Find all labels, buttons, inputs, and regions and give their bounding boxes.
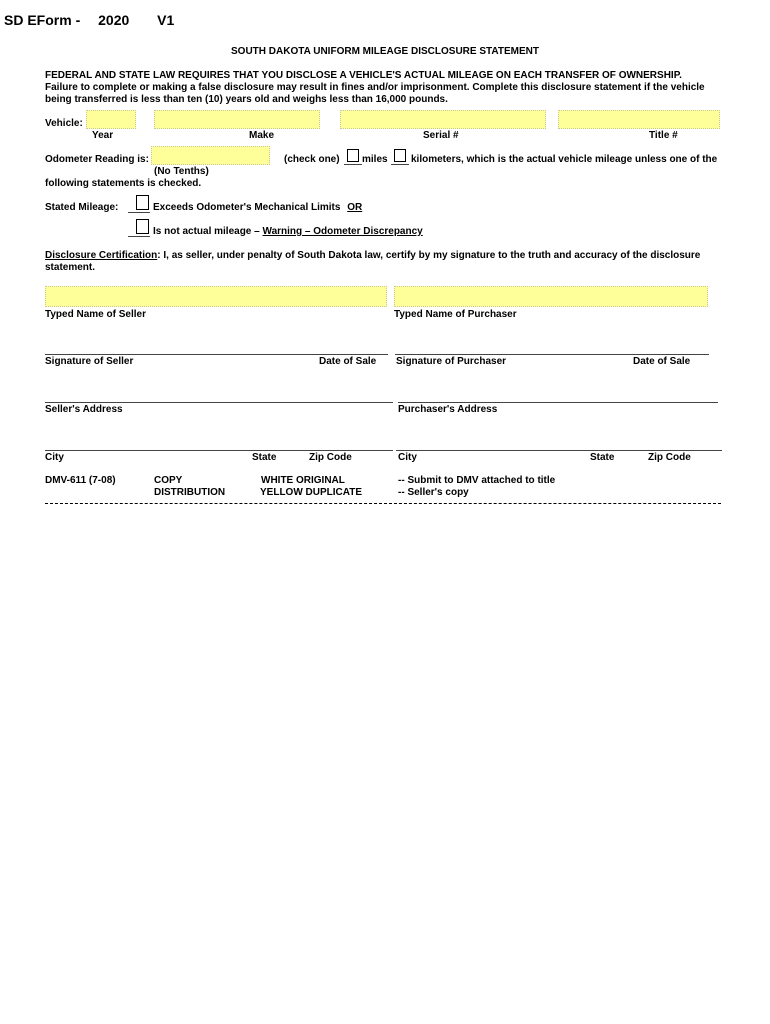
seller-state-label: State xyxy=(252,452,277,463)
miles-checkbox[interactable] xyxy=(347,149,359,162)
purchaser-state-label: State xyxy=(590,452,615,463)
following-statements: following statements is checked. xyxy=(45,178,202,189)
vehicle-label: Vehicle: xyxy=(45,118,83,129)
seller-name-field[interactable] xyxy=(45,286,387,307)
seller-date-label: Date of Sale xyxy=(319,356,377,367)
certification-line-1 xyxy=(45,250,700,262)
exceeds-limits-checkbox[interactable] xyxy=(136,195,149,210)
seller-address-label: Seller's Address xyxy=(45,404,123,415)
vehicle-make-input[interactable] xyxy=(155,111,323,128)
odometer-reading-input[interactable] xyxy=(152,147,273,164)
exceeds-underline xyxy=(128,212,150,213)
intro-line-1: FEDERAL AND STATE LAW REQUIRES THAT YOU DISCLOSE A VEHICLE'S ACTUAL MILEAGE ON EACH TRANSFER OF OWNERSHIP. xyxy=(45,70,682,81)
odometer-label: Odometer Reading is: xyxy=(45,154,149,165)
not-actual-underline xyxy=(128,236,150,237)
form-id: SD EForm - xyxy=(4,12,81,28)
submit-to-dmv-label: -- Submit to DMV attached to title xyxy=(398,475,556,486)
vehicle-year-field[interactable] xyxy=(86,110,136,129)
sellers-copy-label: -- Seller's copy xyxy=(398,487,469,498)
purchaser-address-line[interactable] xyxy=(398,402,718,403)
miles-underline xyxy=(344,164,362,165)
form-year: 2020 xyxy=(98,12,130,28)
seller-signature-label: Signature of Seller xyxy=(45,356,134,367)
seller-typed-name-label: Typed Name of Seller xyxy=(45,309,146,320)
seller-city-label: City xyxy=(45,452,64,463)
form-header xyxy=(4,12,174,28)
exceeds-limits-label: Exceeds Odometer's Mechanical Limits xyxy=(153,202,341,213)
stated-mileage-label: Stated Mileage: xyxy=(45,202,119,213)
vehicle-serial-input[interactable] xyxy=(341,111,549,128)
vehicle-title-input[interactable] xyxy=(559,111,723,128)
purchaser-signature-line[interactable] xyxy=(395,354,709,355)
purchaser-zip-label: Zip Code xyxy=(648,452,691,463)
miles-label: miles xyxy=(362,154,388,165)
no-tenths-label: (No Tenths) xyxy=(154,166,209,177)
odometer-warning: Warning – Odometer Discrepancy xyxy=(262,226,423,237)
purchaser-date-label: Date of Sale xyxy=(633,356,691,367)
exceeds-limits-text xyxy=(153,202,362,214)
vehicle-year-input[interactable] xyxy=(87,111,139,128)
not-actual-text xyxy=(153,226,423,238)
form-title: SOUTH DAKOTA UNIFORM MILEAGE DISCLOSURE STATEMENT xyxy=(231,46,539,57)
intro-line-3: being transferred is less than ten (10) years old and weighs less than 16,000 pounds. xyxy=(45,94,448,105)
certification-text: : I, as seller, under penalty of South Dakota law, certify by my signature to the truth and accuracy of the disclosure xyxy=(157,250,701,261)
kilometers-label: kilometers, which is the actual vehicle mileage unless one of the xyxy=(411,154,718,165)
yellow-duplicate-label: YELLOW DUPLICATE xyxy=(260,487,363,498)
certification-line-2: statement. xyxy=(45,262,96,273)
form-version: V1 xyxy=(157,12,175,28)
certification-heading: Disclosure Certification xyxy=(45,250,158,261)
purchaser-signature-label: Signature of Purchaser xyxy=(396,356,507,367)
seller-address-line[interactable] xyxy=(45,402,393,403)
kilometers-underline xyxy=(391,164,409,165)
purchaser-city-line[interactable] xyxy=(396,450,722,451)
purchaser-name-input[interactable] xyxy=(395,287,711,306)
seller-city-line[interactable] xyxy=(45,450,393,451)
title-number-label: Title # xyxy=(649,130,678,141)
distribution-label: DISTRIBUTION xyxy=(154,487,226,498)
vehicle-make-field[interactable] xyxy=(154,110,320,129)
not-actual-checkbox[interactable] xyxy=(136,219,149,234)
seller-name-input[interactable] xyxy=(46,287,390,306)
kilometers-checkbox[interactable] xyxy=(394,149,406,162)
purchaser-address-label: Purchaser's Address xyxy=(398,404,498,415)
vehicle-serial-field[interactable] xyxy=(340,110,546,129)
vehicle-title-field[interactable] xyxy=(558,110,720,129)
cut-line-divider xyxy=(45,503,721,504)
purchaser-typed-name-label: Typed Name of Purchaser xyxy=(394,309,517,320)
not-actual-label: Is not actual mileage – xyxy=(153,226,260,237)
copy-label: COPY xyxy=(154,475,183,486)
seller-signature-line[interactable] xyxy=(45,354,388,355)
or-label: OR xyxy=(347,202,363,213)
form-number: DMV-611 (7-08) xyxy=(45,475,116,486)
make-label: Make xyxy=(249,130,275,141)
purchaser-city-label: City xyxy=(398,452,417,463)
odometer-reading-field[interactable] xyxy=(151,146,270,165)
serial-label: Serial # xyxy=(423,130,459,141)
white-original-label: WHITE ORIGINAL xyxy=(261,475,345,486)
check-one-label: (check one) xyxy=(284,154,340,165)
year-label: Year xyxy=(92,130,114,141)
seller-zip-label: Zip Code xyxy=(309,452,352,463)
intro-line-2: Failure to complete or making a false disclosure may result in fines and/or imprisonment. Complete this disclosure statement if the vehicle xyxy=(45,82,705,93)
purchaser-name-field[interactable] xyxy=(394,286,708,307)
